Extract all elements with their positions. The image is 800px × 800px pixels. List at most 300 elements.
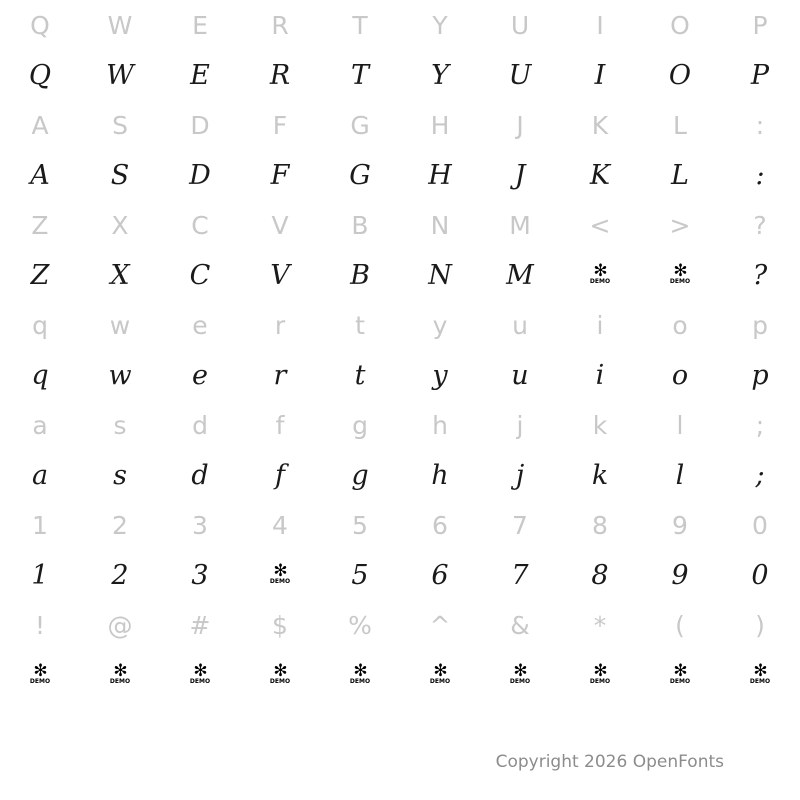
demo-watermark-icon (589, 660, 611, 686)
glyph-cell (160, 100, 240, 150)
glyph-cell (0, 500, 80, 550)
glyph-cell (160, 150, 240, 200)
glyph-cell (400, 550, 480, 600)
glyph-cell (640, 200, 720, 250)
glyph-cell (0, 250, 80, 300)
glyph: o (671, 359, 689, 391)
glyph-cell (640, 150, 720, 200)
glyph: N (428, 259, 452, 291)
glyph: q (31, 359, 49, 391)
glyph: y (432, 359, 448, 391)
glyph: B (351, 210, 369, 240)
glyph: Z (30, 259, 50, 291)
glyph: & (510, 610, 530, 640)
glyph-cell (400, 200, 480, 250)
glyph-cell (480, 50, 560, 100)
glyph-cell (480, 100, 560, 150)
glyph-cell (400, 600, 480, 650)
glyph: p (752, 310, 768, 340)
glyph-cell (80, 200, 160, 250)
glyph: D (190, 110, 210, 140)
glyph: W (106, 59, 134, 91)
glyph: C (191, 210, 209, 240)
glyph-cell (160, 0, 240, 50)
demo-flower-icon: ✻ (513, 660, 527, 681)
glyph-cell (240, 250, 320, 300)
glyph-cell (320, 300, 400, 350)
glyph-cell (480, 500, 560, 550)
demo-label: DEMO (269, 578, 291, 586)
glyph-cell (640, 300, 720, 350)
glyph: 0 (751, 559, 769, 591)
glyph: 8 (591, 559, 609, 591)
glyph-cell (80, 250, 160, 300)
glyph: r (274, 310, 286, 340)
glyph-cell (0, 550, 80, 600)
glyph: R (271, 10, 289, 40)
glyph: L (673, 110, 687, 140)
demo-label: DEMO (349, 678, 371, 686)
glyph-cell (720, 650, 800, 700)
glyph-cell (400, 150, 480, 200)
glyph-cell (0, 450, 80, 500)
glyph-cell (320, 0, 400, 50)
glyph-cell (320, 200, 400, 250)
glyph: 6 (432, 510, 448, 540)
glyph: L (671, 159, 689, 191)
glyph: t (354, 359, 366, 391)
glyph: > (669, 210, 691, 240)
glyph: * (593, 610, 607, 640)
glyph: k (591, 459, 609, 491)
glyph-cell (240, 300, 320, 350)
glyph-cell (320, 50, 400, 100)
glyph: I (594, 59, 606, 91)
glyph: q (32, 310, 48, 340)
glyph: j (516, 410, 524, 440)
glyph: P (750, 59, 770, 91)
glyph-cell (160, 50, 240, 100)
glyph-cell (80, 100, 160, 150)
glyph-cell (0, 400, 80, 450)
glyph-cell (320, 450, 400, 500)
glyph-cell (240, 0, 320, 50)
glyph-cell (640, 0, 720, 50)
glyph: T (350, 59, 369, 91)
glyph-cell (720, 200, 800, 250)
glyph-cell (560, 450, 640, 500)
glyph: i (595, 359, 605, 391)
glyph-cell (320, 400, 400, 450)
glyph-cell (400, 500, 480, 550)
demo-watermark-icon (589, 260, 611, 286)
glyph-cell (0, 300, 80, 350)
glyph: @ (107, 610, 133, 640)
glyph: V (270, 259, 290, 291)
demo-watermark-icon (429, 660, 451, 686)
glyph-cell (640, 650, 720, 700)
glyph: 5 (351, 559, 369, 591)
demo-watermark-icon (189, 660, 211, 686)
glyph-cell (0, 150, 80, 200)
glyph: ? (752, 259, 768, 291)
glyph: E (190, 59, 210, 91)
glyph-cell (640, 600, 720, 650)
glyph: 6 (431, 559, 449, 591)
demo-flower-icon: ✻ (593, 260, 607, 281)
glyph-cell (480, 650, 560, 700)
glyph: Q (30, 10, 50, 40)
glyph-cell (720, 400, 800, 450)
glyph-cell (480, 400, 560, 450)
demo-label: DEMO (269, 678, 291, 686)
glyph-cell (480, 200, 560, 250)
glyph-cell (320, 600, 400, 650)
glyph: Y (432, 10, 448, 40)
glyph-cell (480, 0, 560, 50)
glyph-cell (320, 100, 400, 150)
glyph: % (348, 610, 372, 640)
glyph-cell (480, 450, 560, 500)
glyph-cell (160, 250, 240, 300)
glyph: A (31, 110, 49, 140)
glyph: O (670, 10, 690, 40)
glyph-cell (560, 100, 640, 150)
glyph-cell (400, 100, 480, 150)
glyph: l (675, 459, 685, 491)
glyph-cell (160, 550, 240, 600)
glyph: R (269, 59, 291, 91)
demo-label: DEMO (429, 678, 451, 686)
demo-flower-icon: ✻ (673, 260, 687, 281)
glyph: E (192, 10, 208, 40)
demo-flower-icon: ✻ (193, 660, 207, 681)
glyph: D (189, 159, 211, 191)
glyph: a (32, 410, 48, 440)
glyph-cell (400, 300, 480, 350)
glyph-cell (160, 200, 240, 250)
glyph-cell (0, 650, 80, 700)
glyph-cell (320, 150, 400, 200)
demo-flower-icon: ✻ (113, 660, 127, 681)
glyph: : (755, 159, 765, 191)
demo-label: DEMO (589, 278, 611, 286)
glyph: w (109, 310, 131, 340)
glyph-cell (240, 50, 320, 100)
glyph: w (108, 359, 132, 391)
demo-flower-icon: ✻ (433, 660, 447, 681)
glyph-cell (0, 100, 80, 150)
glyph-cell (320, 550, 400, 600)
copyright-notice: Copyright 2026 OpenFonts (495, 752, 724, 772)
glyph-cell (80, 650, 160, 700)
glyph: O (668, 59, 692, 91)
glyph: 5 (352, 510, 368, 540)
glyph: g (352, 410, 368, 440)
glyph: U (510, 10, 530, 40)
glyph: y (432, 310, 448, 340)
glyph: G (350, 110, 370, 140)
glyph-cell (560, 300, 640, 350)
glyph-cell (80, 150, 160, 200)
glyph: T (352, 10, 368, 40)
glyph-cell (240, 200, 320, 250)
demo-label: DEMO (669, 678, 691, 686)
glyph: 0 (752, 510, 768, 540)
demo-watermark-icon (669, 260, 691, 286)
glyph: P (752, 10, 768, 40)
glyph: W (107, 10, 133, 40)
glyph-cell (400, 350, 480, 400)
glyph-cell (320, 250, 400, 300)
demo-label: DEMO (109, 678, 131, 686)
glyph: K (591, 110, 609, 140)
glyph: V (271, 210, 289, 240)
glyph-cell (0, 50, 80, 100)
glyph: M (509, 210, 531, 240)
glyph: M (506, 259, 534, 291)
demo-watermark-icon (29, 660, 51, 686)
glyph-cell (320, 350, 400, 400)
glyph: S (110, 159, 130, 191)
glyph: f (275, 459, 285, 491)
glyph-cell (720, 600, 800, 650)
glyph-cell (640, 250, 720, 300)
glyph: ) (755, 610, 765, 640)
glyph: ^ (429, 610, 451, 640)
glyph: s (113, 410, 127, 440)
glyph-cell (720, 300, 800, 350)
glyph: B (350, 259, 370, 291)
glyph-cell (560, 400, 640, 450)
glyph: A (30, 159, 50, 191)
glyph-cell (560, 250, 640, 300)
glyph: H (430, 110, 450, 140)
glyph: 7 (511, 559, 529, 591)
glyph-cell (400, 450, 480, 500)
glyph-cell (160, 600, 240, 650)
glyph: u (512, 310, 528, 340)
demo-label: DEMO (749, 678, 771, 686)
glyph: K (589, 159, 611, 191)
glyph-cell (560, 350, 640, 400)
demo-flower-icon: ✻ (593, 660, 607, 681)
glyph-cell (720, 450, 800, 500)
glyph: h (432, 410, 448, 440)
glyph: 3 (191, 559, 209, 591)
glyph-cell (480, 150, 560, 200)
glyph-cell (240, 150, 320, 200)
glyph-cell (240, 550, 320, 600)
demo-label: DEMO (669, 278, 691, 286)
glyph: G (349, 159, 371, 191)
glyph: a (31, 459, 49, 491)
demo-watermark-icon (269, 660, 291, 686)
glyph: X (111, 210, 129, 240)
glyph-cell (480, 550, 560, 600)
glyph-cell (80, 500, 160, 550)
glyph: 4 (272, 510, 288, 540)
glyph-cell (240, 650, 320, 700)
glyph: 9 (671, 559, 689, 591)
glyph-cell (560, 0, 640, 50)
glyph-cell (240, 450, 320, 500)
demo-label: DEMO (29, 678, 51, 686)
glyph: Z (31, 210, 49, 240)
glyph-cell (640, 100, 720, 150)
glyph: U (508, 59, 532, 91)
glyph: h (431, 459, 449, 491)
glyph-cell (160, 500, 240, 550)
glyph-cell (160, 300, 240, 350)
glyph-cell (560, 550, 640, 600)
demo-flower-icon: ✻ (753, 660, 767, 681)
glyph: X (110, 259, 130, 291)
glyph: # (189, 610, 211, 640)
glyph-cell (80, 550, 160, 600)
glyph: H (428, 159, 452, 191)
demo-flower-icon: ✻ (673, 660, 687, 681)
glyph: S (112, 110, 128, 140)
demo-watermark-icon (349, 660, 371, 686)
glyph: d (192, 410, 208, 440)
glyph: 1 (32, 510, 48, 540)
glyph-cell (640, 50, 720, 100)
glyph: J (514, 159, 526, 191)
glyph-cell (400, 650, 480, 700)
glyph-cell (240, 400, 320, 450)
glyph: ( (675, 610, 685, 640)
glyph-cell (80, 450, 160, 500)
glyph-cell (560, 150, 640, 200)
glyph-cell (720, 50, 800, 100)
glyph-cell (240, 350, 320, 400)
demo-watermark-icon (109, 660, 131, 686)
glyph: 2 (112, 510, 128, 540)
glyph-cell (640, 500, 720, 550)
glyph-cell (240, 600, 320, 650)
glyph: r (273, 359, 287, 391)
glyph-cell (720, 100, 800, 150)
glyph-cell (720, 150, 800, 200)
demo-watermark-icon (269, 560, 291, 586)
glyph-cell (640, 450, 720, 500)
demo-label: DEMO (509, 678, 531, 686)
glyph: 8 (592, 510, 608, 540)
glyph: Y (431, 59, 449, 91)
glyph: ; (755, 459, 765, 491)
glyph-cell (80, 350, 160, 400)
demo-watermark-icon (749, 660, 771, 686)
glyph: l (676, 410, 684, 440)
glyph-cell (80, 400, 160, 450)
glyph: $ (272, 610, 288, 640)
glyph: 3 (192, 510, 208, 540)
glyph: d (191, 459, 209, 491)
demo-flower-icon: ✻ (273, 560, 287, 581)
demo-watermark-icon (509, 660, 531, 686)
glyph-cell (400, 0, 480, 50)
glyph-cell (560, 50, 640, 100)
glyph-cell (480, 350, 560, 400)
glyph-cell (0, 350, 80, 400)
glyph: j (515, 459, 525, 491)
glyph-cell (0, 600, 80, 650)
glyph: g (351, 459, 369, 491)
glyph-cell (320, 500, 400, 550)
glyph-cell (640, 550, 720, 600)
glyph-cell (320, 650, 400, 700)
demo-flower-icon: ✻ (273, 660, 287, 681)
glyph: e (192, 359, 208, 391)
glyph-cell (720, 500, 800, 550)
glyph-cell (400, 50, 480, 100)
glyph-cell (560, 650, 640, 700)
glyph-cell (720, 350, 800, 400)
demo-label: DEMO (589, 678, 611, 686)
glyph: : (755, 110, 765, 140)
demo-watermark-icon (669, 660, 691, 686)
glyph-cell (80, 50, 160, 100)
glyph-cell (640, 350, 720, 400)
glyph-cell (160, 350, 240, 400)
glyph: p (751, 359, 769, 391)
glyph-cell (560, 600, 640, 650)
glyph-cell (480, 300, 560, 350)
glyph: 1 (31, 559, 49, 591)
glyph-cell (80, 600, 160, 650)
glyph: ? (753, 210, 767, 240)
glyph-cell (160, 450, 240, 500)
glyph-cell (560, 200, 640, 250)
glyph: 9 (672, 510, 688, 540)
demo-flower-icon: ✻ (33, 660, 47, 681)
glyph: F (270, 159, 290, 191)
glyph: Q (28, 59, 52, 91)
glyph: o (672, 310, 688, 340)
glyph-cell (400, 250, 480, 300)
glyph-cell (240, 100, 320, 150)
glyph-cell (720, 550, 800, 600)
glyph: C (189, 259, 211, 291)
glyph: i (596, 310, 604, 340)
glyph: F (272, 110, 288, 140)
glyph-cell (400, 400, 480, 450)
glyph: 7 (512, 510, 528, 540)
glyph: I (596, 10, 604, 40)
demo-flower-icon: ✻ (353, 660, 367, 681)
glyph-cell (640, 400, 720, 450)
glyph-cell (480, 600, 560, 650)
glyph: u (511, 359, 529, 391)
glyph: s (113, 459, 127, 491)
glyph: e (192, 310, 208, 340)
glyph: N (430, 210, 450, 240)
glyph-cell (0, 0, 80, 50)
glyph-cell (0, 200, 80, 250)
glyph-cell (720, 0, 800, 50)
glyph: J (516, 110, 524, 140)
glyph-cell (160, 650, 240, 700)
glyph: t (355, 310, 365, 340)
glyph: < (589, 210, 611, 240)
glyph: f (275, 410, 285, 440)
glyph-cell (720, 250, 800, 300)
glyph: 2 (111, 559, 129, 591)
glyph: ! (34, 610, 46, 640)
glyph-cell (480, 250, 560, 300)
glyph-cell (80, 300, 160, 350)
